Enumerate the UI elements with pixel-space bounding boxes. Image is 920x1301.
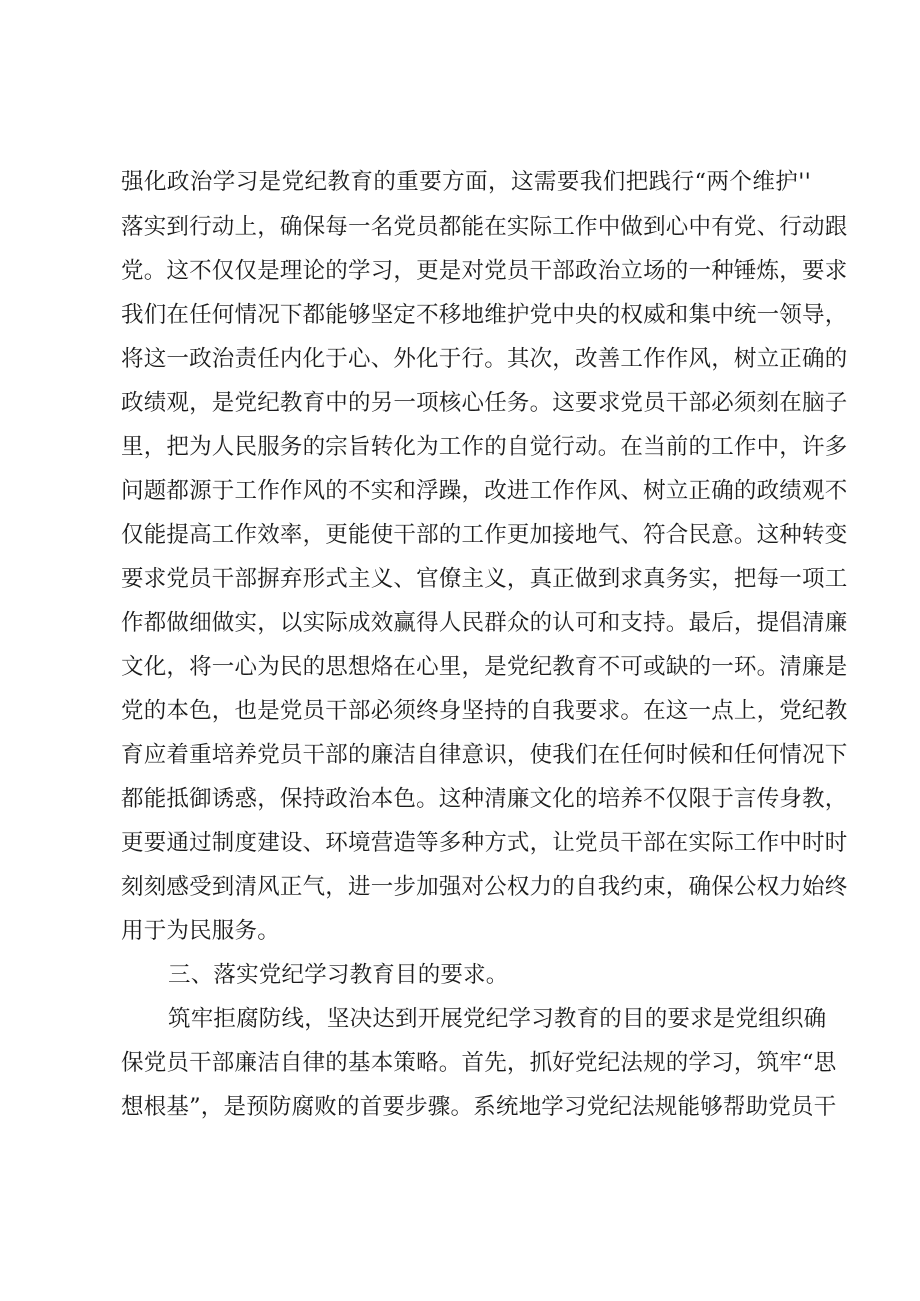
body-text-line: 更要通过制度建设、环境营造等多种方式，让党员干部在实际工作中时时 [121,830,848,856]
body-text-line: 政绩观，是党纪教育中的另一项核心任务。这要求党员干部必须刻在脑子 [121,390,848,416]
body-text-line: 落实到行动上，确保每一名党员都能在实际工作中做到心中有党、行动跟 [121,214,848,240]
body-text-line: 用于为民服务。 [121,918,280,944]
body-text-line: 党。这不仅仅是理论的学习，更是对党员干部政治立场的一种锤炼，要求 [121,258,848,284]
body-text-line: 里，把为人民服务的宗旨转化为工作的自觉行动。在当前的工作中，许多 [121,434,848,460]
body-text-line: 筑牢拒腐防线，坚决达到开展党纪学习教育的目的要求是党组织确 [168,1006,827,1032]
body-text-line: 将这一政治责任内化于心、外化于行。其次，改善工作作风，树立正确的 [121,346,848,372]
body-text-line: 要求党员干部摒弃形式主义、官僚主义，真正做到求真务实，把每一项工 [121,566,848,592]
body-text-line: 保党员干部廉洁自律的基本策略。首先，抓好党纪法规的学习，筑牢“思 [121,1050,837,1076]
body-text-line: 问题都源于工作作风的不实和浮躁，改进工作作风、树立正确的政绩观不 [121,478,848,504]
section-heading: 三、落实党纪学习教育目的要求。 [168,962,509,988]
body-text-line: 都能抵御诱惑，保持政治本色。这种清廉文化的培养不仅限于言传身教， [121,786,848,812]
body-text-line: 党的本色，也是党员干部必须终身坚持的自我要求。在这一点上，党纪教 [121,698,848,724]
body-text-line: 强化政治学习是党纪教育的重要方面，这需要我们把践行“两个维护'' [121,169,811,195]
body-text-line: 仅能提高工作效率，更能使干部的工作更加接地气、符合民意。这种转变 [121,522,848,548]
body-text-line: 育应着重培养党员干部的廉洁自律意识，使我们在任何时候和任何情况下 [121,742,848,768]
body-text-line: 我们在任何情况下都能够坚定不移地维护党中央的权威和集中统一领导， [121,302,848,328]
body-text-line: 文化，将一心为民的思想烙在心里，是党纪教育不可或缺的一环。清廉是 [121,654,848,680]
body-text-line: 想根基”，是预防腐败的首要步骤。系统地学习党纪法规能够帮助党员干 [121,1094,837,1120]
body-text-line: 刻刻感受到清风正气，进一步加强对公权力的自我约束，确保公权力始终 [121,874,848,900]
body-text-line: 作都做细做实，以实际成效赢得人民群众的认可和支持。最后，提倡清廉 [121,610,848,636]
